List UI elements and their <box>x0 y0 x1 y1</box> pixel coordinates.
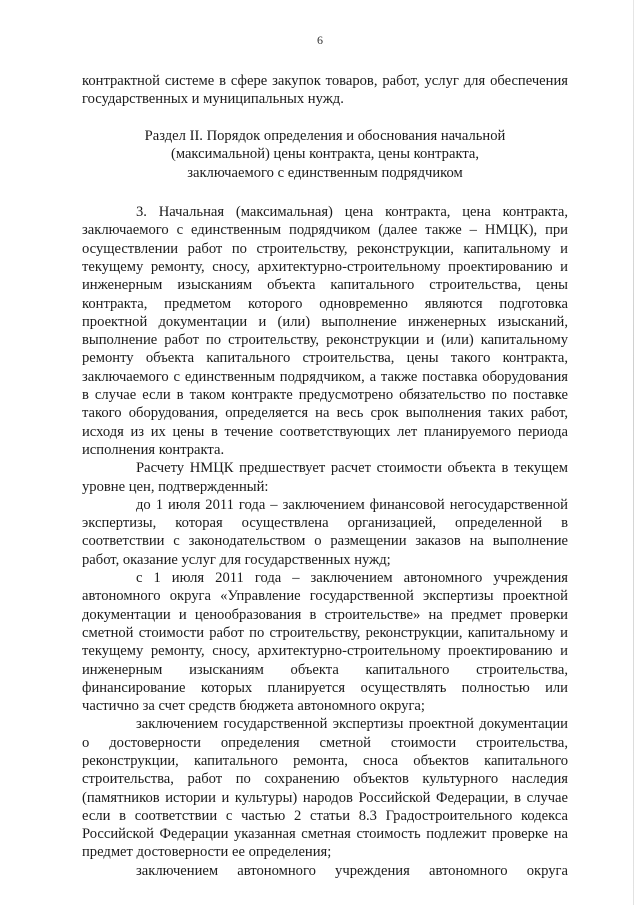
paragraph-autonomous-institution: заключением автономного учреждения автономного округа <box>136 862 568 879</box>
page-number: 6 <box>317 33 323 47</box>
section-heading-line-1: Раздел II. Порядок определения и обоснования начальной <box>144 127 506 144</box>
paragraph-calculation-intro: Расчету НМЦК предшествует расчет стоимости объекта в текущем уровне цен, подтвержденный: <box>82 460 568 495</box>
section-heading <box>82 127 568 183</box>
paragraph-state-expertise: заключением государственной экспертизы проектной документации о достоверности определения сметной стоимости строительства, реконструкции, капитального ремонта, сноса объектов капитального строительства, работ по сохранению объектов культурного наследия (памятников истории и культуры) народов Российской Федерации, в случае если в соответствии с частью 2 статьи 8.3 Градостроительного кодекса Российской Федерации указанная сметная стоимость подлежит проверке на предмет достоверности ее определения; <box>82 716 568 861</box>
section-heading-line-2: (максимальной) цены контракта, цены контракта, <box>170 146 480 163</box>
scan-edge-line <box>633 0 634 905</box>
paragraph-before-july-2011: до 1 июля 2011 года – заключением финансовой негосударственной экспертизы, которая осуществлена организацией, определенной в соответствии с законодательством о размещении заказов на выполнение работ, оказание услуг для государственных нужд; <box>82 496 568 568</box>
paragraph-after-july-2011: с 1 июля 2011 года – заключением автономного учреждения автономного округа «Управление государственной экспертизы проектной документации и ценообразования в строительстве» на предмет проверки сметной стоимости работ по строительству, реконструкции, капитальному и текущему ремонту, сносу, архитектурно-строительному проектированию и инженерным изысканиям объекта капитального строительства, финансирование которых планируется осуществлять полностью или частично за счет средств бюджета автономного округа; <box>82 570 568 715</box>
document-body <box>82 72 568 880</box>
section-heading-line-3: заключаемого с единственным подрядчиком <box>187 164 463 181</box>
paragraph-3-nmck: 3. Начальная (максимальная) цена контракта, цена контракта, заключаемого с единственным подрядчиком (далее также – НМЦК), при осуществлении работ по строительству, реконструкции, капитальному и текущему ремонту, сносу, архитектурно-строительному проектированию и инженерным изысканиям объекта капитального строительства, цены контракта, предметом которого одновременно являются подготовка проектной документации и (или) выполнение инженерных изысканий, выполнение работ по строительству, реконструкции и (или) капитальному ремонту объекта капитального строительства, цены такого контракта, заключаемого с единственным подрядчиком, а также поставка оборудования в случае если в таком контракте предусмотрено обязательство по поставке такого оборудования, определяется на весь срок выполнения таких работ, исходя из их цены в течение соответствующих лет планируемого периода исполнения контракта. <box>82 204 568 458</box>
intro-paragraph: контрактной системе в сфере закупок товаров, работ, услуг для обеспечения государственных и муниципальных нужд. <box>82 73 568 108</box>
